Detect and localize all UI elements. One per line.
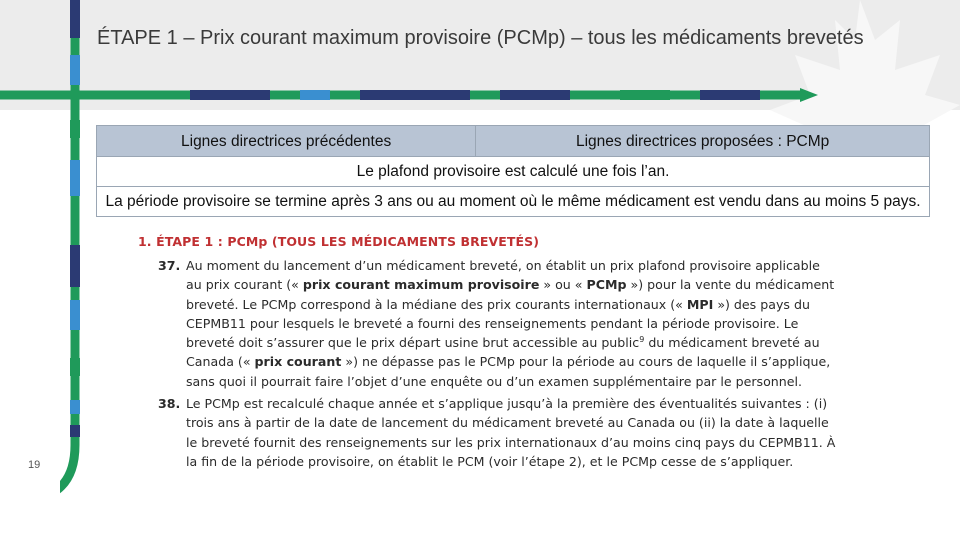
table-header-row <box>97 126 930 157</box>
paragraph-37: 37. Au moment du lancement d’un médicament breveté, on établit un prix plafond provisoire applicable au prix courant (« prix courant maximum provisoire » ou « PCMp ») pour la vente du médicament breveté. Le PCMp correspond à la médiane des prix courants internationaux (« MPI ») des pays du CEPMB11 pour lesquels le breveté a fourni des renseignements pendant la période provisoire. Le breveté doit s’assurer que le prix départ usine brut accessible au public$^9$ du médicament breveté au Canada (« prix courant ») ne dépasse pas le PCMp pour la période au cours de laquelle il s’applique, sans quoi il pourrait faire l’objet d’une enquête ou d’un examen supplémentaire par le personnel. <box>158 258 835 389</box>
table-row <box>97 187 930 217</box>
slide-title: ÉTAPE 1 – Prix courant maximum provisoire (PCMp) – tous les médicaments brevetés <box>97 27 864 49</box>
guidelines-excerpt <box>138 234 838 471</box>
page-number: 19 <box>28 459 41 471</box>
paragraph-38: 38. Le PCMp est recalculé chaque année et s’applique jusqu’à la première des éventualités suivantes : (i) trois ans à partir de la date de lancement du médicament breveté au Canada ou (ii) la date à laquelle le breveté fournit des renseignements sur les prix internationaux d’au moins cinq pays du CEPMB11. À la fin de la période provisoire, on établit le PCM (voir l’étape 2), et le PCMp cesse de s’appliquer. <box>158 396 836 469</box>
paragraph-number: 37. <box>158 258 181 273</box>
paragraph-number: 38. <box>158 396 181 412</box>
decorative-horizontal-line <box>0 88 830 102</box>
header-previous-guidelines: Lignes directrices précédentes <box>97 126 476 157</box>
header-proposed-guidelines: Lignes directrices proposées : PCMp <box>476 126 930 157</box>
decorative-vertical-line <box>60 0 100 540</box>
table-cell: La période provisoire se termine après 3 ans ou au moment où le même médicament est vendu dans au moins 5 pays. <box>97 187 930 217</box>
guidelines-table <box>96 125 930 217</box>
excerpt-heading: 1. ÉTAPE 1 : PCMp (TOUS LES MÉDICAMENTS BREVETÉS) <box>138 234 540 249</box>
table-cell: Le plafond provisoire est calculé une fois l’an. <box>97 157 930 187</box>
table-row <box>97 157 930 187</box>
